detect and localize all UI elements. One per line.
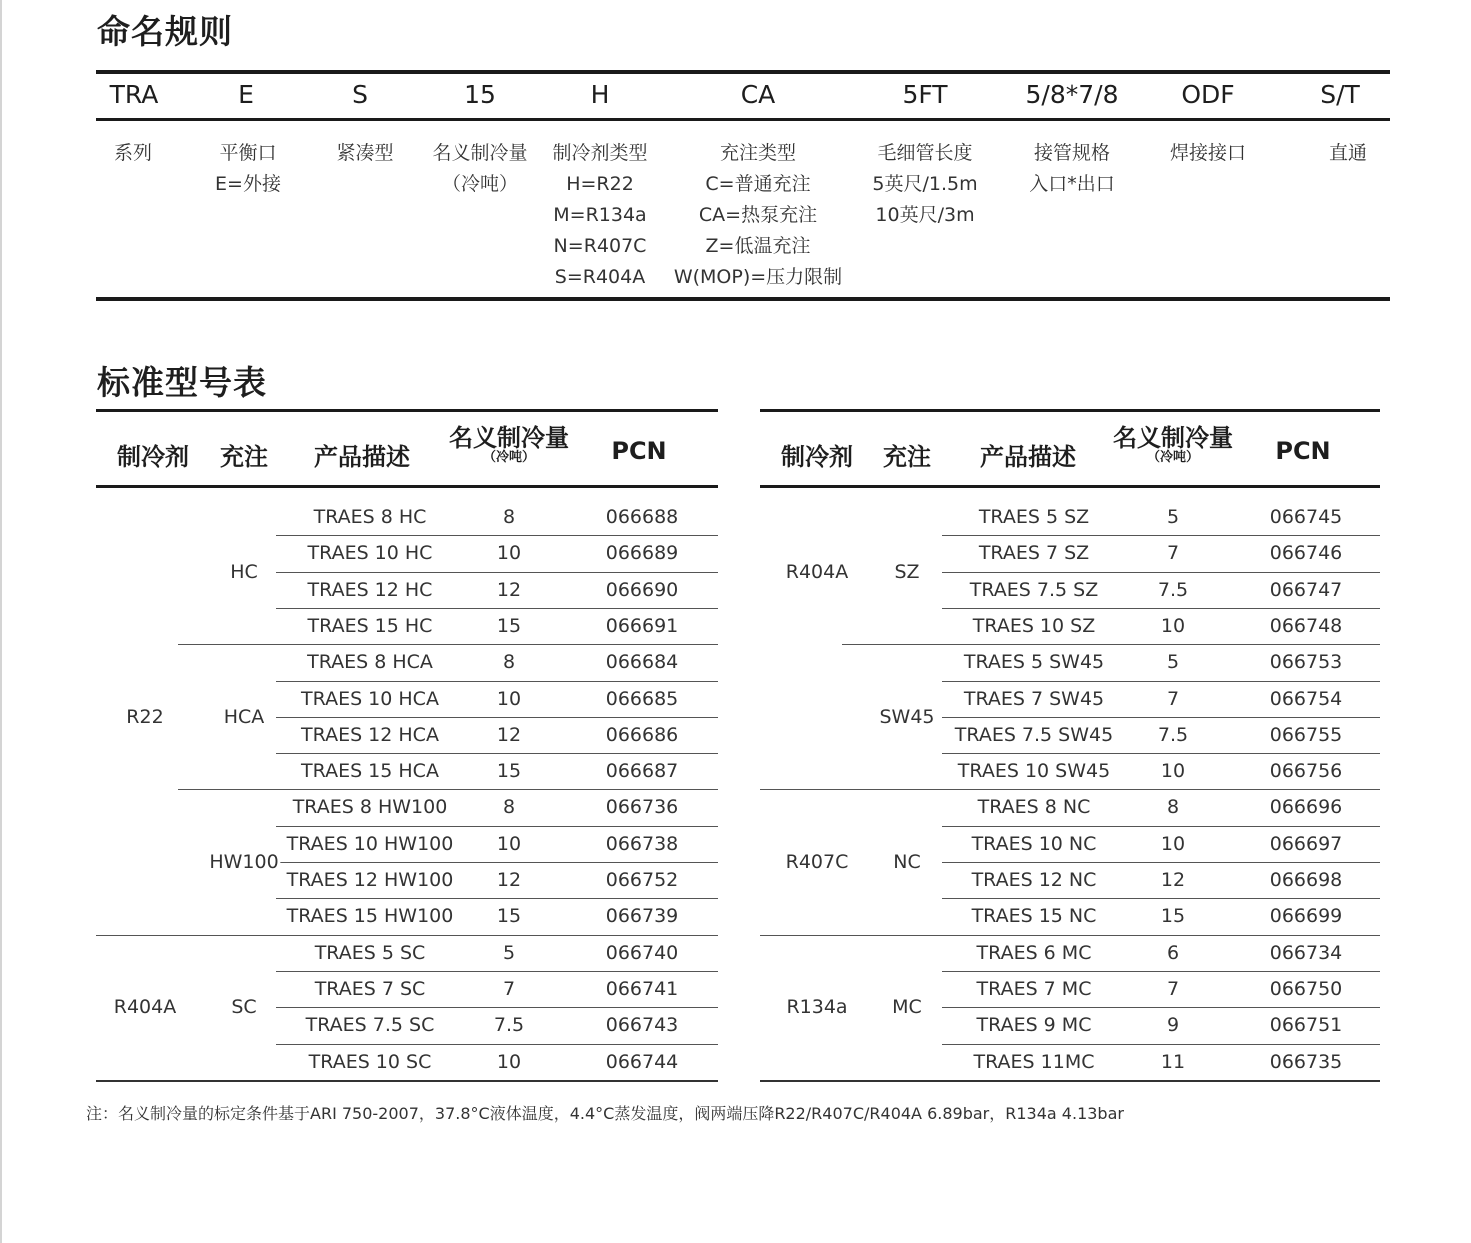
capacity-value: 5 <box>1166 506 1180 528</box>
capacity-value: 10 <box>496 542 522 564</box>
product-description: TRAES 10 HW100 <box>286 833 454 855</box>
pcn-value: 066746 <box>1269 542 1343 564</box>
pcn-value: 066751 <box>1269 1014 1343 1036</box>
pcn-value: 066738 <box>605 833 679 855</box>
naming-code-5: CA <box>740 80 776 109</box>
naming-desc-5 <box>674 138 842 293</box>
table-header-bottom-line <box>760 485 1380 488</box>
product-description: TRAES 8 HW100 <box>292 796 448 818</box>
pcn-value: 066754 <box>1269 688 1343 710</box>
naming-desc-1 <box>215 138 281 200</box>
table-header-top-line <box>96 409 718 412</box>
header-capacity-label: 名义制冷量 <box>1113 424 1233 452</box>
pcn-value: 066734 <box>1269 942 1343 964</box>
naming-desc-line: 制冷剂类型 <box>552 142 648 164</box>
product-description: TRAES 7.5 SZ <box>969 579 1099 601</box>
refrigerant-label: R407C <box>785 851 849 873</box>
header-refrigerant: 制冷剂 <box>781 443 853 471</box>
naming-rule-bottom-line <box>96 297 1390 301</box>
table-header-top-line <box>760 409 1380 412</box>
product-description: TRAES 10 NC <box>971 833 1097 855</box>
product-description: TRAES 9 MC <box>976 1014 1092 1036</box>
naming-rule-mid-line <box>96 118 1390 121</box>
charge-label: HC <box>230 561 258 583</box>
pcn-value: 066697 <box>1269 833 1343 855</box>
product-description: TRAES 10 SZ <box>972 615 1096 637</box>
naming-desc-line: W(MOP)=压力限制 <box>673 266 843 288</box>
pcn-value: 066740 <box>605 942 679 964</box>
pcn-value: 066690 <box>605 579 679 601</box>
product-description: TRAES 5 SW45 <box>963 651 1105 673</box>
capacity-value: 8 <box>502 796 516 818</box>
pcn-value: 066688 <box>605 506 679 528</box>
table-bottom-line <box>96 1080 718 1082</box>
capacity-value: 7 <box>1166 688 1180 710</box>
charge-label: SC <box>231 996 257 1018</box>
product-description: TRAES 15 HCA <box>301 760 439 782</box>
naming-code-4: H <box>590 80 610 109</box>
model-table-title: 标准型号表 <box>97 363 267 402</box>
product-description: TRAES 8 NC <box>977 796 1091 818</box>
naming-code-6: 5FT <box>902 80 948 109</box>
refrigerant-label: R22 <box>126 706 164 728</box>
pcn-value: 066739 <box>605 905 679 927</box>
naming-code-1: E <box>238 80 254 109</box>
naming-desc-line: 5英尺/1.5m <box>872 173 978 195</box>
header-description: 产品描述 <box>980 443 1076 471</box>
capacity-value: 12 <box>496 869 522 891</box>
naming-desc-line: M=R134a <box>553 204 647 226</box>
pcn-value: 066743 <box>605 1014 679 1036</box>
naming-rule-title: 命名规则 <box>97 12 233 51</box>
capacity-value: 9 <box>1166 1014 1180 1036</box>
capacity-value: 15 <box>1160 905 1186 927</box>
pcn-value: 066735 <box>1269 1051 1343 1073</box>
naming-desc-line: H=R22 <box>566 173 634 195</box>
naming-desc-line: 10英尺/3m <box>875 204 975 226</box>
pcn-value: 066687 <box>605 760 679 782</box>
charge-label: SW45 <box>879 706 935 728</box>
header-capacity-unit: （冷吨） <box>1146 450 1199 465</box>
pcn-value: 066685 <box>605 688 679 710</box>
product-description: TRAES 10 HCA <box>301 688 439 710</box>
charge-label: HW100 <box>209 851 279 873</box>
naming-rule-top-line <box>96 70 1390 74</box>
naming-code-9: S/T <box>1320 80 1360 109</box>
pcn-value: 066753 <box>1269 651 1343 673</box>
naming-desc-line: 紧凑型 <box>336 142 394 164</box>
naming-desc-line: 入口*出口 <box>1029 173 1115 195</box>
pcn-value: 066747 <box>1269 579 1343 601</box>
product-description: TRAES 15 NC <box>971 905 1097 927</box>
capacity-value: 11 <box>1160 1051 1186 1073</box>
product-description: TRAES 7 SW45 <box>963 688 1105 710</box>
naming-desc-line: S=R404A <box>554 266 646 288</box>
pcn-value: 066756 <box>1269 760 1343 782</box>
charge-label: HCA <box>223 706 265 728</box>
capacity-value: 5 <box>502 942 516 964</box>
capacity-value: 7 <box>1166 542 1180 564</box>
product-description: TRAES 11MC <box>973 1051 1095 1073</box>
naming-desc-line: （冷吨） <box>441 173 519 195</box>
capacity-value: 15 <box>496 760 522 782</box>
header-pcn: PCN <box>611 437 667 465</box>
capacity-value: 10 <box>1160 760 1186 782</box>
product-description: TRAES 7.5 SW45 <box>954 724 1114 746</box>
refrigerant-label: R404A <box>785 561 849 583</box>
naming-desc-8 <box>1170 138 1246 169</box>
naming-desc-3 <box>432 138 527 200</box>
header-charge: 充注 <box>883 443 931 471</box>
pcn-value: 066689 <box>605 542 679 564</box>
pcn-value: 066750 <box>1269 978 1343 1000</box>
naming-desc-line: 焊接接口 <box>1169 142 1247 164</box>
header-refrigerant: 制冷剂 <box>117 443 189 471</box>
charge-label: MC <box>892 996 922 1018</box>
header-capacity <box>1113 425 1233 465</box>
product-description: TRAES 10 SC <box>308 1051 432 1073</box>
naming-desc-line: 名义制冷量 <box>432 142 528 164</box>
naming-desc-line: 毛细管长度 <box>877 142 973 164</box>
footnote: 注：名义制冷量的标定条件基于ARI 750-2007，37.8°C液体温度，4.4°C蒸发温度，阀两端压降R22/R407C/R404A 6.89bar，R134a 4.13bar <box>86 1104 1124 1123</box>
naming-desc-line: 直通 <box>1328 142 1368 164</box>
product-description: TRAES 8 HCA <box>307 651 433 673</box>
model-table-left <box>96 409 718 1081</box>
product-description: TRAES 12 HCA <box>301 724 439 746</box>
pcn-value: 066741 <box>605 978 679 1000</box>
pcn-value: 066691 <box>605 615 679 637</box>
header-pcn: PCN <box>1275 437 1331 465</box>
naming-desc-6 <box>872 138 977 231</box>
capacity-value: 10 <box>1160 615 1186 637</box>
capacity-value: 10 <box>496 1051 522 1073</box>
naming-desc-4 <box>552 138 647 293</box>
product-description: TRAES 7 SC <box>314 978 426 1000</box>
refrigerant-label: R404A <box>113 996 177 1018</box>
pcn-value: 066755 <box>1269 724 1343 746</box>
naming-desc-0 <box>114 138 152 169</box>
capacity-value: 12 <box>1160 869 1186 891</box>
naming-desc-line: Z=低温充注 <box>705 235 811 257</box>
header-capacity <box>449 425 569 465</box>
naming-code-7: 5/8*7/8 <box>1025 80 1119 109</box>
refrigerant-label: R134a <box>786 996 848 1018</box>
product-description: TRAES 8 HC <box>313 506 427 528</box>
naming-desc-line: CA=热泵充注 <box>698 204 818 226</box>
charge-label: NC <box>893 851 921 873</box>
capacity-value: 15 <box>496 615 522 637</box>
pcn-value: 066699 <box>1269 905 1343 927</box>
table-bottom-line <box>760 1080 1380 1082</box>
product-description: TRAES 12 HC <box>307 579 433 601</box>
pcn-value: 066684 <box>605 651 679 673</box>
product-description: TRAES 10 HC <box>307 542 433 564</box>
product-description: TRAES 5 SZ <box>978 506 1090 528</box>
product-description: TRAES 7 MC <box>976 978 1092 1000</box>
pcn-value: 066698 <box>1269 869 1343 891</box>
capacity-value: 7.5 <box>1157 579 1189 601</box>
capacity-value: 6 <box>1166 942 1180 964</box>
header-description: 产品描述 <box>314 443 410 471</box>
naming-desc-line: C=普通充注 <box>705 173 811 195</box>
naming-desc-line: 系列 <box>113 142 153 164</box>
capacity-value: 10 <box>1160 833 1186 855</box>
naming-desc-7 <box>1029 138 1115 200</box>
capacity-value: 10 <box>496 833 522 855</box>
model-table-right <box>760 409 1380 1081</box>
naming-rule-table <box>96 70 1390 302</box>
product-description: TRAES 6 MC <box>976 942 1092 964</box>
capacity-value: 10 <box>496 688 522 710</box>
product-description: TRAES 15 HW100 <box>286 905 454 927</box>
product-description: TRAES 12 HW100 <box>286 869 454 891</box>
capacity-value: 8 <box>1166 796 1180 818</box>
naming-desc-2 <box>336 138 393 169</box>
capacity-value: 7 <box>502 978 516 1000</box>
product-description: TRAES 15 HC <box>307 615 433 637</box>
pcn-value: 066748 <box>1269 615 1343 637</box>
pcn-value: 066686 <box>605 724 679 746</box>
product-description: TRAES 12 NC <box>971 869 1097 891</box>
charge-label: SZ <box>894 561 920 583</box>
table-header-bottom-line <box>96 485 718 488</box>
naming-desc-line: E=外接 <box>215 173 281 195</box>
naming-code-3: 15 <box>464 80 496 109</box>
capacity-value: 8 <box>502 651 516 673</box>
capacity-value: 5 <box>1166 651 1180 673</box>
capacity-value: 12 <box>496 579 522 601</box>
naming-code-8: ODF <box>1181 80 1235 109</box>
naming-desc-line: N=R407C <box>553 235 647 257</box>
capacity-value: 15 <box>496 905 522 927</box>
naming-desc-line: 平衡口 <box>219 142 277 164</box>
header-capacity-unit: （冷吨） <box>482 450 535 465</box>
page-left-edge <box>0 0 2 1243</box>
pcn-value: 066745 <box>1269 506 1343 528</box>
capacity-value: 12 <box>496 724 522 746</box>
capacity-value: 7.5 <box>1157 724 1189 746</box>
header-capacity-label: 名义制冷量 <box>449 424 569 452</box>
capacity-value: 7 <box>1166 978 1180 1000</box>
naming-desc-line: 接管规格 <box>1033 142 1111 164</box>
product-description: TRAES 10 SW45 <box>957 760 1111 782</box>
product-description: TRAES 7 SZ <box>978 542 1090 564</box>
capacity-value: 7.5 <box>493 1014 525 1036</box>
naming-desc-9 <box>1329 138 1367 169</box>
naming-desc-line: 充注类型 <box>719 142 796 164</box>
pcn-value: 066736 <box>605 796 679 818</box>
product-description: TRAES 7.5 SC <box>305 1014 435 1036</box>
naming-code-2: S <box>352 80 368 109</box>
pcn-value: 066696 <box>1269 796 1343 818</box>
pcn-value: 066744 <box>605 1051 679 1073</box>
capacity-value: 8 <box>502 506 516 528</box>
naming-code-0: TRA <box>109 80 159 109</box>
pcn-value: 066752 <box>605 869 679 891</box>
header-charge: 充注 <box>220 443 268 471</box>
product-description: TRAES 5 SC <box>314 942 426 964</box>
